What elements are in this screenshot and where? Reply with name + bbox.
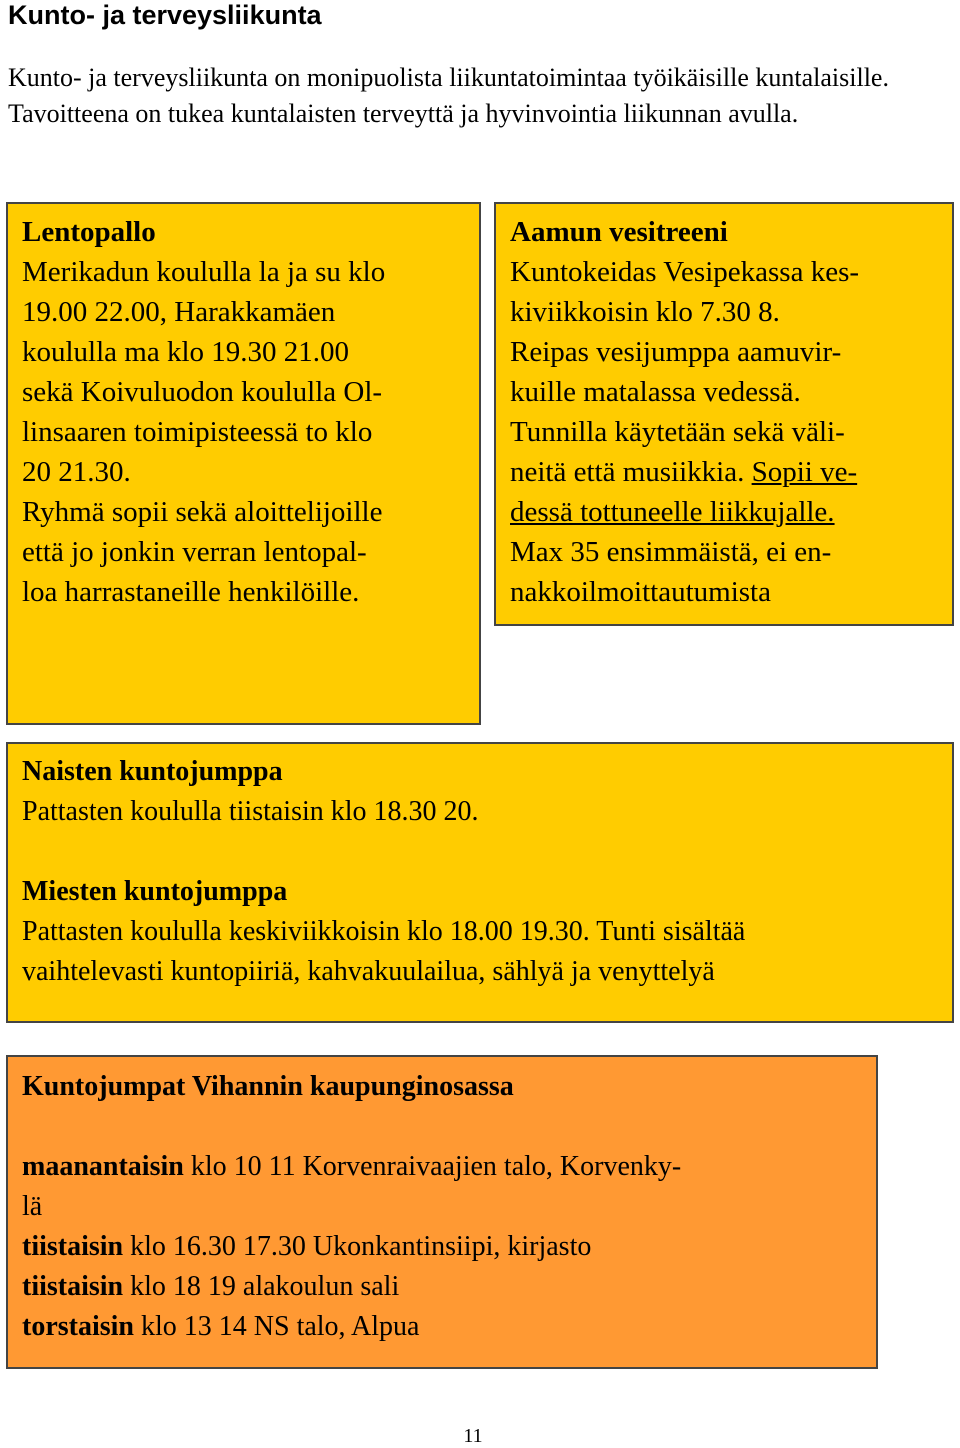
lentopallo-line: Merikadun koululla la ja su klo (22, 256, 386, 288)
naisten-kuntojumppa-text: Pattasten koululla tiistaisin klo 18.30 20. (22, 796, 479, 827)
schedule-row (22, 1147, 876, 1187)
vihanti-box (6, 1055, 878, 1369)
vesitreeni-line: kuille matalassa vedessä. (510, 376, 801, 408)
lentopallo-line: linsaaren toimipisteessä to klo (22, 416, 373, 448)
miesten-kuntojumppa-line: Pattasten koululla keskiviikkoisin klo 18.00 19.30. Tunti sisältää (22, 916, 746, 947)
lentopallo-box (6, 202, 481, 725)
lentopallo-line: että jo jonkin verran lentopal- (22, 536, 367, 568)
vesitreeni-link[interactable]: Sopii ve- (751, 456, 858, 488)
vesitreeni-line: Max 35 ensimmäistä, ei en- (510, 536, 832, 568)
vesitreeni-link[interactable]: dessä tottuneelle liikkujalle. (510, 496, 835, 528)
lentopallo-line: 19.00 22.00, Harakkamäen (22, 296, 336, 328)
intro-paragraph: Kunto- ja terveysliikunta on monipuolista liikuntatoimintaa työikäisille kuntalaisille. Tavoitteena on tukea kuntalaisten terveyttä ja hyvinvointia liikunnan avulla. (8, 63, 889, 128)
lentopallo-title: Lentopallo (22, 216, 156, 248)
schedule-row (22, 1307, 876, 1347)
vesitreeni-text: neitä että musiikkia. (510, 456, 752, 488)
schedule-day: torstaisin (22, 1311, 134, 1342)
vesitreeni-title: Aamun vesitreeni (510, 216, 728, 248)
lentopallo-line: Ryhmä sopii sekä aloittelijoille (22, 496, 383, 528)
schedule-row-cont: lä (22, 1191, 43, 1222)
lentopallo-line: sekä Koivuluodon koululla Ol- (22, 376, 383, 408)
kuntojumppa-box (6, 742, 954, 1023)
vesitreeni-line: kiviikkoisin klo 7.30 8. (510, 296, 780, 328)
schedule-day: maanantaisin (22, 1151, 184, 1182)
vesitreeni-line: Reipas vesijumppa aamuvir- (510, 336, 842, 368)
naisten-kuntojumppa-title: Naisten kuntojumppa (22, 756, 283, 787)
vesitreeni-box (494, 202, 954, 626)
schedule-day: tiistaisin (22, 1271, 124, 1302)
schedule-text: klo 16.30 17.30 Ukonkantinsiipi, kirjasto (123, 1231, 592, 1262)
lentopallo-line: loa harrastaneille henkilöille. (22, 576, 360, 608)
schedule-day: tiistaisin (22, 1231, 124, 1262)
schedule-row (22, 1267, 876, 1307)
miesten-kuntojumppa-line: vaihtelevasti kuntopiiriä, kahvakuulailua, sählyä ja venyttelyä (22, 956, 715, 987)
schedule-text: klo 13 14 NS talo, Alpua (134, 1311, 420, 1342)
schedule-row (22, 1227, 876, 1267)
page-number: 11 (463, 1425, 483, 1447)
lentopallo-line: koululla ma klo 19.30 21.00 (22, 336, 350, 368)
vesitreeni-line (510, 452, 952, 492)
vesitreeni-line: nakkoilmoittautumista (510, 576, 771, 608)
miesten-kuntojumppa-title: Miesten kuntojumppa (22, 876, 288, 907)
schedule-text: klo 10 11 Korvenraivaajien talo, Korvenky- (183, 1151, 682, 1182)
spacer (22, 832, 952, 872)
lentopallo-line: 20 21.30. (22, 456, 131, 488)
schedule-text: klo 18 19 alakoulun sali (123, 1271, 400, 1302)
vesitreeni-line: Tunnilla käytetään sekä väli- (510, 416, 845, 448)
vesitreeni-line (510, 492, 952, 532)
spacer (22, 1107, 876, 1147)
vesitreeni-line: Kuntokeidas Vesipekassa kes- (510, 256, 860, 288)
page-title: Kunto- ja terveysliikunta (8, 0, 322, 30)
vihanti-title: Kuntojumpat Vihannin kaupunginosassa (22, 1071, 514, 1102)
